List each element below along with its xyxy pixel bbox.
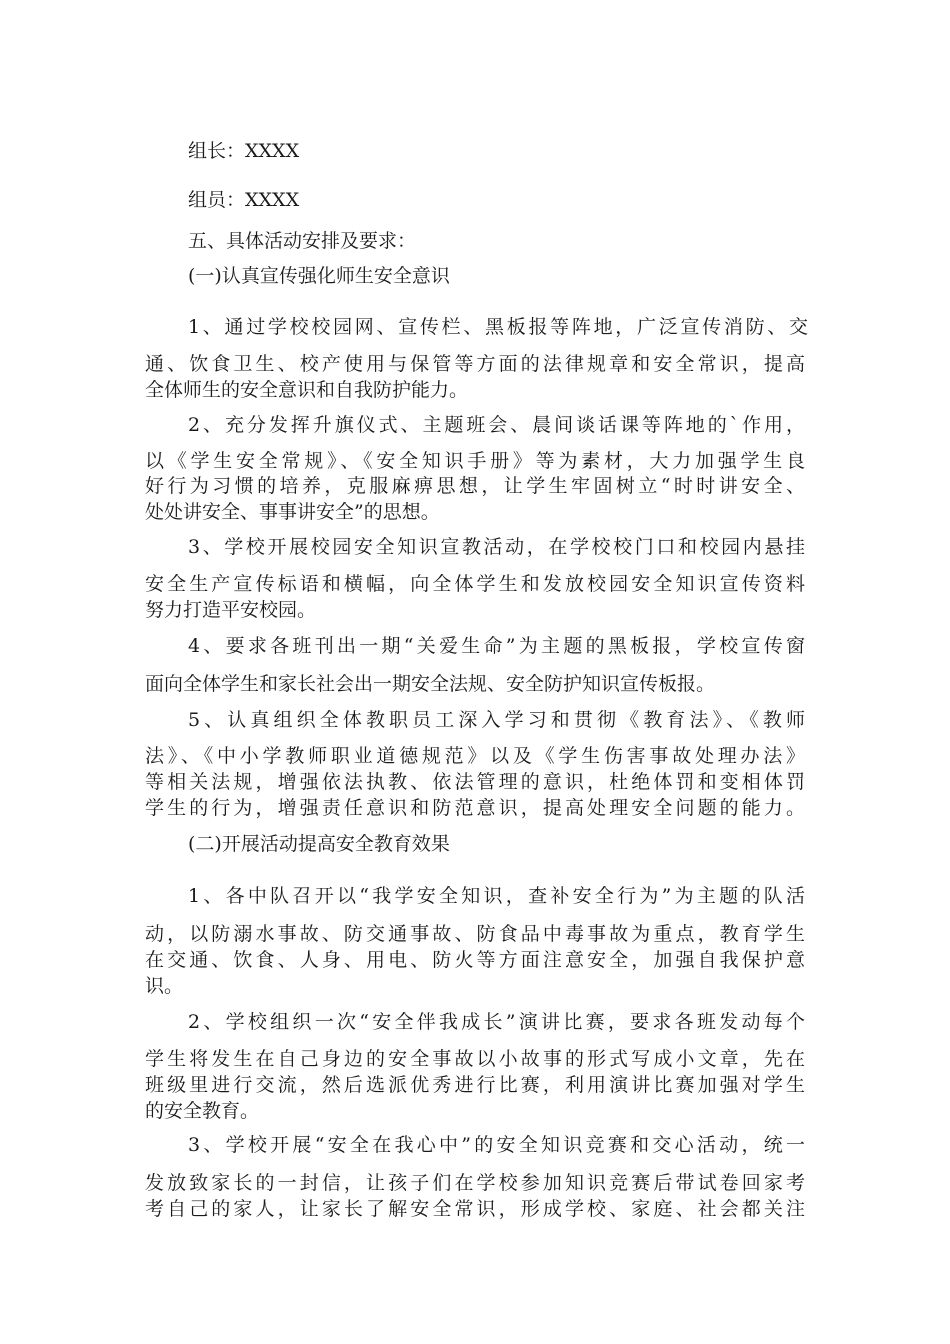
p1-item4-line2: 面向全体学生和家长社会出一期安全法规、安全防护知识宣传板报。 [145,673,716,695]
p2-item3-line1: 3、学校开展“安全在我心中”的安全知识竞赛和交心活动，统一 [188,1134,805,1156]
leader-line: 组长：XXXX [188,140,300,162]
p1-item5-line4: 学生的行为，增强责任意识和防范意识，提高处理安全问题的能力。 [145,797,805,819]
p1-item1-line3: 全体师生的安全意识和自我防护能力。 [145,379,469,401]
p2-item3-line2: 发放致家长的一封信，让孩子们在学校参加知识竞赛后带试卷回家考 [145,1172,805,1194]
p2-item1-line3: 在交通、饮食、人身、用电、防火等方面注意安全，加强自我保护意 [145,949,805,971]
p2-item2-line2: 学生将发生在自己身边的安全事故以小故事的形式写成小文章，先在 [145,1048,805,1070]
p2-item1-line2: 动，以防溺水事故、防交通事故、防食品中毒事故为重点，教育学生 [145,923,805,945]
member-line: 组员：XXXX [188,189,300,211]
p2-item3-line3: 考自己的家人，让家长了解安全常识，形成学校、家庭、社会都关注 [145,1198,805,1220]
sub-one-heading: (一)认真宣传强化师生安全意识 [188,265,450,287]
p1-item2-line1: 2、充分发挥升旗仪式、主题班会、晨间谈话课等阵地的`作用， [188,414,805,436]
p1-item1-line2: 通、饮食卫生、校产使用与保管等方面的法律规章和安全常识，提高 [145,353,805,375]
p1-item3-line2: 安全生产宣传标语和横幅，向全体学生和发放校园安全知识宣传资料 [145,573,805,595]
section-five-heading: 五、具体活动安排及要求： [188,230,417,252]
p1-item5-line3: 等相关法规，增强依法执教、依法管理的意识，杜绝体罚和变相体罚 [145,771,805,793]
p1-item4-line1: 4、要求各班刊出一期“关爱生命”为主题的黑板报，学校宣传窗 [188,635,805,657]
p2-item2-line4: 的安全教育。 [145,1100,260,1122]
p1-item2-line3: 好行为习惯的培养，克服麻痹思想，让学生牢固树立“时时讲安全、 [145,475,805,497]
p1-item2-line4: 处处讲安全、事事讲安全”的思想。 [145,501,440,523]
p1-item5-line1: 5、认真组织全体教职员工深入学习和贯彻《教育法》、《教师 [188,709,805,731]
p1-item1-line1: 1、通过学校校园网、宣传栏、黑板报等阵地，广泛宣传消防、交 [188,316,808,338]
p2-item1-line4: 识。 [145,975,184,997]
p1-item5-line2: 法》、《中小学教师职业道德规范》以及《学生伤害事故处理办法》 [145,745,805,767]
p2-item2-line3: 班级里进行交流，然后选派优秀进行比赛，利用演讲比赛加强对学生 [145,1074,805,1096]
p1-item3-line1: 3、学校开展校园安全知识宣教活动，在学校校门口和校园内悬挂 [188,536,805,558]
p2-item2-line1: 2、学校组织一次“安全伴我成长”演讲比赛，要求各班发动每个 [188,1011,805,1033]
p2-item1-line1: 1、各中队召开以“我学安全知识，查补安全行为”为主题的队活 [188,885,805,907]
p1-item3-line3: 努力打造平安校园。 [145,599,317,621]
sub-two-heading: (二)开展活动提高安全教育效果 [188,833,450,855]
p1-item2-line2: 以《学生安全常规》、《安全知识手册》等为素材，大力加强学生良 [145,450,805,472]
